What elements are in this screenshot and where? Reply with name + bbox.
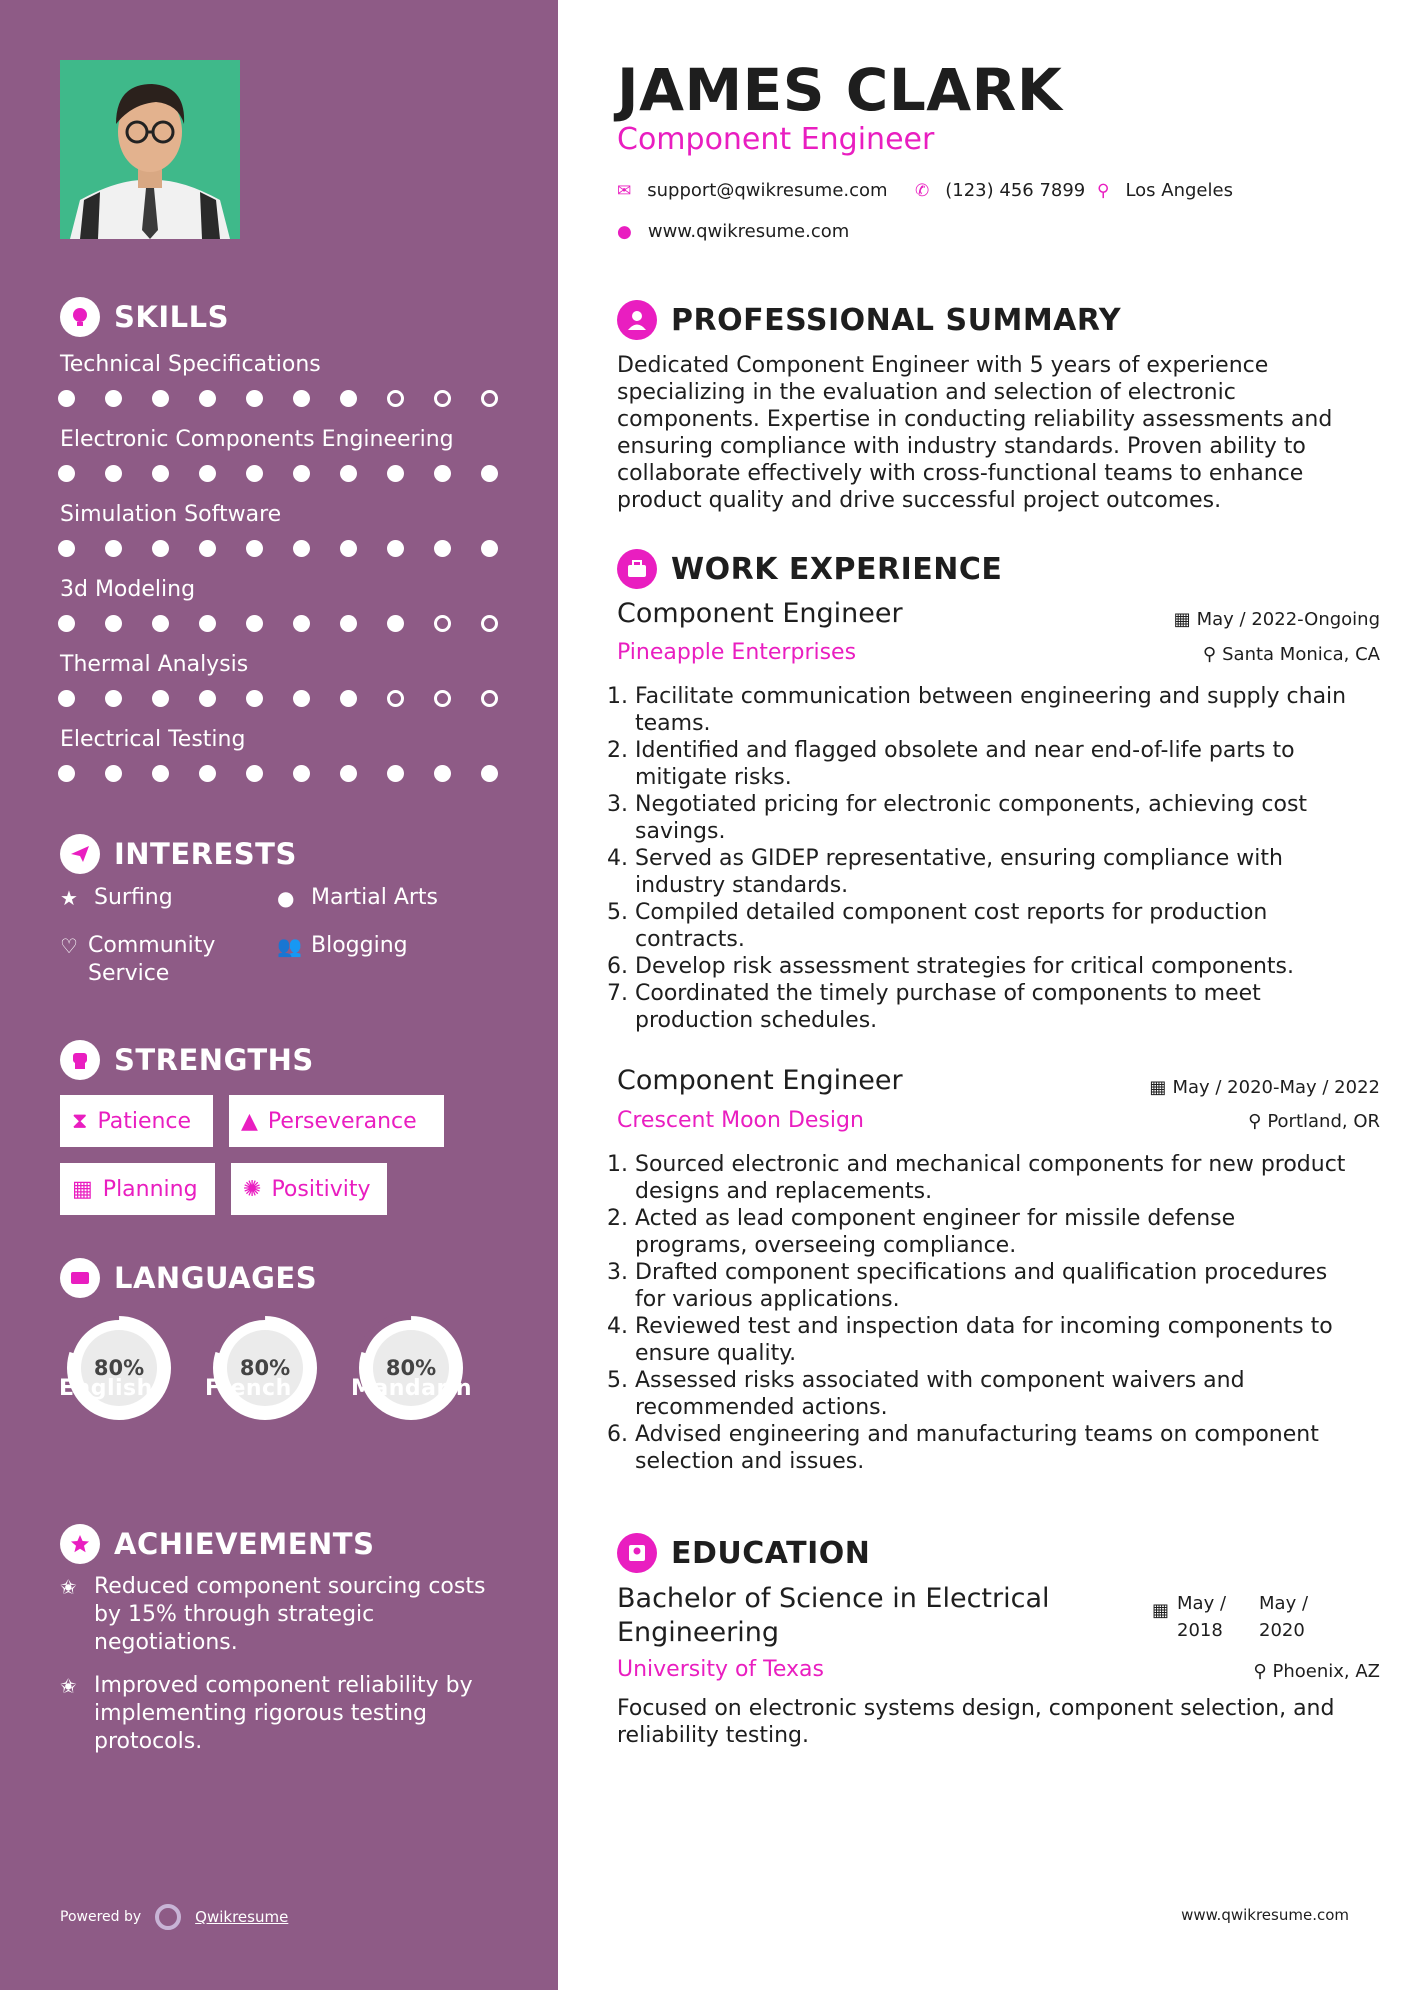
education-title: EDUCATION — [671, 1535, 871, 1571]
skill-rating — [58, 615, 528, 632]
graduate-icon — [617, 1533, 657, 1573]
job-bullet: 4. Reviewed test and inspection data for incoming components to ensure quality. — [635, 1313, 1352, 1367]
job-bullet: 5. Assessed risks associated with component waivers and recommended actions. — [635, 1367, 1352, 1421]
skill-name: Electrical Testing — [60, 727, 246, 752]
job-title: Component Engineer — [617, 1065, 903, 1096]
heart-icon: ♡ — [60, 934, 78, 958]
language-percent: 80% — [385, 1356, 437, 1380]
website-contact[interactable] — [617, 221, 849, 242]
phone-icon: ✆ — [915, 180, 930, 201]
languages-title: LANGUAGES — [114, 1261, 318, 1295]
pin-icon: ⚲ — [1253, 1661, 1267, 1682]
interest-item — [277, 932, 408, 960]
job-bullets — [617, 683, 1352, 1034]
language-item — [59, 1308, 179, 1432]
skill-dot — [152, 390, 169, 407]
strength-badge — [229, 1095, 444, 1147]
education-location — [1253, 1661, 1380, 1682]
skill-dot — [387, 465, 404, 482]
interests-heading — [60, 834, 297, 874]
pin-icon: ⚲ — [1202, 644, 1217, 665]
interest-item — [60, 932, 250, 988]
website-text: www.qwikresume.com — [647, 221, 850, 242]
strength-label: Positivity — [271, 1176, 371, 1202]
language-item — [205, 1308, 325, 1432]
skill-dot — [387, 690, 404, 707]
strength-label: Perseverance — [267, 1108, 417, 1134]
job-dates — [1149, 1077, 1380, 1098]
job-company: Crescent Moon Design — [617, 1108, 864, 1133]
fist-icon — [60, 1040, 100, 1080]
summary-title: PROFESSIONAL SUMMARY — [671, 302, 1122, 338]
profile-photo — [60, 60, 240, 239]
language-name: Mandarin — [351, 1376, 473, 1401]
skill-dot — [293, 615, 310, 632]
skill-dot — [58, 465, 75, 482]
skill-dot — [58, 540, 75, 557]
skill-dot — [481, 465, 498, 482]
achievements-heading — [60, 1524, 374, 1564]
skill-dot — [152, 690, 169, 707]
sidebar — [0, 0, 558, 1990]
hourglass-icon: ⧗ — [72, 1108, 88, 1134]
achievements-title: ACHIEVEMENTS — [114, 1527, 375, 1561]
star-icon: ★ — [60, 886, 78, 910]
lightbulb-icon — [60, 297, 100, 337]
skill-dot — [246, 465, 263, 482]
job-bullet: 6. Advised engineering and manufacturing teams on component selection and issues. — [635, 1421, 1352, 1475]
summary-text: Dedicated Component Engineer with 5 years of experience specializing in the evaluation and selection of electronic components. Expertise in conducting reliability assessments and ensuring compliance with industry standards. Proven ability to collaborate effectively with cross-functional teams to enhance product quality and drive successful project outcomes. — [617, 353, 1333, 513]
skill-dot — [481, 690, 498, 707]
education-heading — [617, 1533, 870, 1573]
job-location — [1248, 1111, 1380, 1132]
globe-icon: ● — [617, 221, 632, 242]
envelope-icon: ✉ — [617, 180, 632, 201]
skill-dot — [199, 615, 216, 632]
skills-heading — [60, 297, 229, 337]
skill-dot — [340, 390, 357, 407]
skill-rating — [58, 765, 528, 782]
job-bullet: 1. Facilitate communication between engineering and supply chain teams. — [635, 683, 1352, 737]
languages-heading — [60, 1258, 317, 1298]
map-pin-icon: ⚲ — [1097, 180, 1110, 201]
skill-dot — [246, 390, 263, 407]
brand-link[interactable]: Qwikresume — [195, 1908, 289, 1926]
skill-dot — [152, 765, 169, 782]
job-location — [1203, 644, 1380, 665]
skill-dot — [152, 540, 169, 557]
skill-dot — [434, 390, 451, 407]
skills-title: SKILLS — [114, 300, 229, 334]
job-dates-text: May / 2022-Ongoing — [1196, 609, 1380, 630]
achievement-text: Reduced component sourcing costs by 15% through strategic negotiations. — [94, 1574, 486, 1655]
job-bullet: 3. Negotiated pricing for electronic components, achieving cost savings. — [635, 791, 1352, 845]
strengths-title: STRENGTHS — [114, 1043, 314, 1077]
skill-dot — [481, 540, 498, 557]
language-percent: 80% — [93, 1356, 145, 1380]
job-location-text: Portland, OR — [1267, 1111, 1380, 1132]
skill-rating — [58, 390, 528, 407]
language-card-icon — [60, 1258, 100, 1298]
job-bullet: 2. Acted as lead component engineer for missile defense programs, overseeing compliance. — [635, 1205, 1352, 1259]
phone-contact[interactable] — [915, 180, 1085, 201]
email-text: support@qwikresume.com — [647, 180, 888, 201]
interest-item — [277, 884, 438, 912]
school-name: University of Texas — [617, 1657, 824, 1682]
skill-dot — [340, 540, 357, 557]
skill-dot — [199, 765, 216, 782]
interest-label: Surfing — [94, 885, 173, 910]
skill-dot — [340, 765, 357, 782]
experience-heading — [617, 549, 1002, 589]
candidate-role: Component Engineer — [617, 122, 935, 157]
skill-dot — [293, 690, 310, 707]
interest-label: Community Service — [88, 933, 216, 986]
job-dates-text: May / 2020-May / 2022 — [1172, 1077, 1380, 1098]
skill-dot — [434, 465, 451, 482]
education-description: Focused on electronic systems design, component selection, and reliability testing. — [617, 1696, 1335, 1748]
briefcase-icon — [617, 549, 657, 589]
education-location-text: Phoenix, AZ — [1272, 1661, 1380, 1682]
skill-dot — [105, 765, 122, 782]
location-contact — [1097, 180, 1233, 201]
footer-website[interactable]: www.qwikresume.com — [1181, 1906, 1349, 1924]
skill-dot — [152, 615, 169, 632]
skill-rating — [58, 465, 528, 482]
skill-dot — [293, 540, 310, 557]
education-start: May / 2018 — [1177, 1593, 1227, 1641]
skill-dot — [105, 465, 122, 482]
language-percent: 80% — [239, 1356, 291, 1380]
education-dates — [1152, 1590, 1319, 1644]
skill-dot — [340, 690, 357, 707]
powered-by — [60, 1904, 288, 1930]
skill-dot — [58, 615, 75, 632]
skill-dot — [481, 615, 498, 632]
calendar-icon: ▦ — [1152, 1600, 1170, 1621]
pin-icon: ⚲ — [1248, 1111, 1262, 1132]
sun-icon: ✺ — [243, 1176, 262, 1202]
paper-plane-icon — [60, 834, 100, 874]
powered-by-label: Powered by — [60, 1909, 142, 1925]
strength-label: Planning — [102, 1176, 198, 1202]
star-badge-icon — [60, 1524, 100, 1564]
skill-dot — [481, 390, 498, 407]
skill-dot — [246, 540, 263, 557]
skill-dot — [105, 540, 122, 557]
language-name: English — [59, 1376, 153, 1401]
globe-icon: ● — [277, 886, 295, 910]
skill-dot — [199, 540, 216, 557]
users-icon: 👥 — [277, 934, 302, 958]
strength-badge — [60, 1095, 213, 1147]
calendar-icon: ▦ — [1173, 609, 1191, 630]
qwikresume-logo-icon — [155, 1904, 181, 1930]
skill-dot — [434, 690, 451, 707]
skill-name: Thermal Analysis — [60, 652, 249, 677]
phone-text: (123) 456 7899 — [945, 180, 1086, 201]
job-company: Pineapple Enterprises — [617, 640, 857, 665]
strength-badge — [60, 1163, 215, 1215]
language-item — [351, 1308, 471, 1432]
skill-dot — [387, 540, 404, 557]
skill-rating — [58, 690, 528, 707]
job-title: Component Engineer — [617, 598, 903, 629]
skill-dot — [434, 540, 451, 557]
interest-item — [60, 884, 173, 912]
skill-dot — [58, 765, 75, 782]
skill-dot — [293, 765, 310, 782]
skill-dot — [199, 690, 216, 707]
skill-dot — [105, 615, 122, 632]
achievement-item — [60, 1672, 500, 1756]
job-location-text: Santa Monica, CA — [1222, 644, 1380, 665]
language-name: French — [205, 1376, 292, 1401]
skill-dot — [434, 615, 451, 632]
skill-dot — [58, 690, 75, 707]
degree-title: Bachelor of Science in Electrical Engineering — [617, 1583, 1050, 1648]
job-bullet: 1. Sourced electronic and mechanical components for new product designs and replacements. — [635, 1151, 1352, 1205]
skill-dot — [152, 465, 169, 482]
job-bullet: 4. Served as GIDEP representative, ensuring compliance with industry standards. — [635, 845, 1352, 899]
location-text: Los Angeles — [1125, 180, 1233, 201]
job-dates — [1174, 609, 1380, 630]
achievement-item — [60, 1573, 500, 1657]
road-icon: ▲ — [241, 1108, 258, 1134]
job-bullet: 2. Identified and flagged obsolete and near end-of-life parts to mitigate risks. — [635, 737, 1352, 791]
skill-dot — [340, 465, 357, 482]
skill-dot — [387, 615, 404, 632]
achievement-text: Improved component reliability by implementing rigorous testing protocols. — [94, 1673, 473, 1754]
skill-dot — [246, 765, 263, 782]
interest-label: Martial Arts — [311, 885, 439, 910]
job-bullet: 7. Coordinated the timely purchase of components to meet production schedules. — [635, 980, 1352, 1034]
skill-dot — [481, 765, 498, 782]
skill-dot — [199, 390, 216, 407]
skill-dot — [387, 765, 404, 782]
skill-name: Electronic Components Engineering — [60, 427, 454, 452]
candidate-name: JAMES CLARK — [617, 56, 1063, 124]
skill-rating — [58, 540, 528, 557]
skill-dot — [387, 390, 404, 407]
skill-dot — [246, 615, 263, 632]
experience-title: WORK EXPERIENCE — [671, 551, 1003, 587]
shooting-star-icon: ✬ — [60, 1674, 77, 1698]
skill-name: Simulation Software — [60, 502, 282, 527]
calendar-icon: ▦ — [1149, 1077, 1167, 1098]
interests-title: INTERESTS — [114, 837, 297, 871]
skill-dot — [434, 765, 451, 782]
job-bullet: 3. Drafted component specifications and qualification procedures for various applications. — [635, 1259, 1352, 1313]
job-bullet: 6. Develop risk assessment strategies for critical components. — [635, 953, 1352, 980]
shooting-star-icon: ✬ — [60, 1575, 77, 1599]
skill-dot — [105, 690, 122, 707]
strengths-heading — [60, 1040, 314, 1080]
skill-dot — [105, 390, 122, 407]
skill-dot — [58, 390, 75, 407]
calendar-icon: ▦ — [72, 1176, 93, 1202]
skill-dot — [246, 690, 263, 707]
skill-dot — [293, 390, 310, 407]
email-contact[interactable] — [617, 180, 888, 201]
interest-label: Blogging — [311, 933, 408, 958]
summary-heading — [617, 300, 1121, 340]
skill-dot — [293, 465, 310, 482]
skill-name: 3d Modeling — [60, 577, 196, 602]
strength-badge — [231, 1163, 387, 1215]
skill-dot — [199, 465, 216, 482]
user-icon — [617, 300, 657, 340]
skill-name: Technical Specifications — [60, 352, 321, 377]
skill-dot — [340, 615, 357, 632]
education-end: May / 2020 — [1259, 1593, 1309, 1641]
job-bullets — [617, 1151, 1352, 1475]
job-bullet: 5. Compiled detailed component cost reports for production contracts. — [635, 899, 1352, 953]
strength-label: Patience — [97, 1108, 192, 1134]
